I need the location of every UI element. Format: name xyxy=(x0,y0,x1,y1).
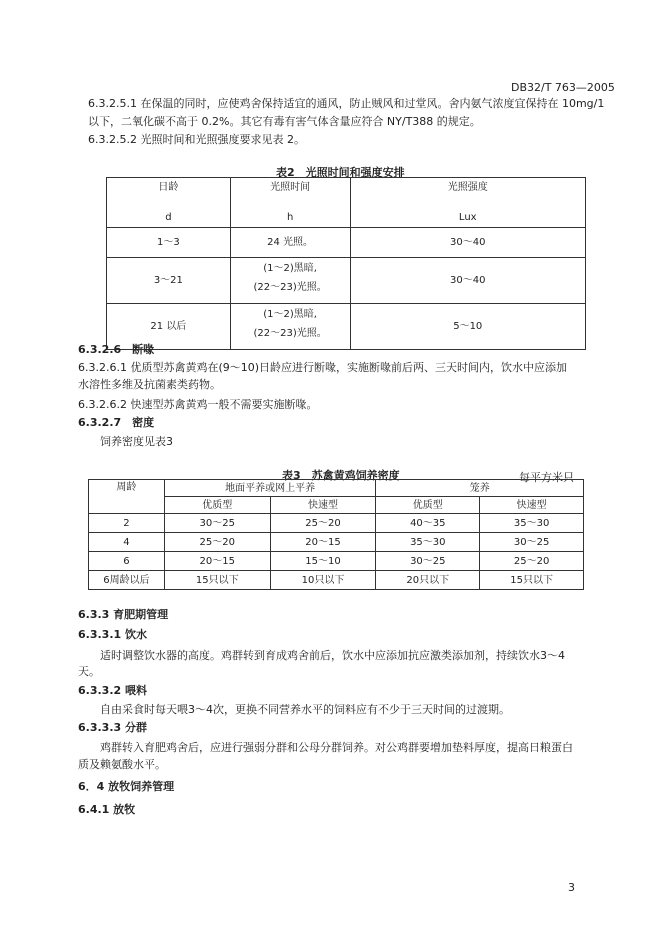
table3-cell: 25～20 xyxy=(164,533,270,552)
table-row xyxy=(107,228,586,258)
section-heading: 6．4 放牧饲养管理 xyxy=(78,780,175,793)
table2-header-time: 光照时间 h xyxy=(230,178,350,228)
table3-subheader: 快速型 xyxy=(270,497,376,514)
table3-cell-age: 2 xyxy=(89,514,165,533)
table2-cell-age: 3～21 xyxy=(107,258,231,304)
paragraph: 6.3.2.5.1 在保温的同时，应使鸡舍保持适宜的通风，防止贼风和过堂风。舍内氨气浓度宜保持在 10mg/1 xyxy=(88,97,605,110)
table3-cell: 15只以下 xyxy=(480,571,584,590)
table3-header-age: 周龄 xyxy=(89,480,165,514)
document-id: DB32/T 763—2005 xyxy=(511,81,615,94)
table2-header-lux: 光照强度 Lux xyxy=(350,178,586,228)
paragraph: 6.3.2.6.1 优质型苏禽黄鸡在(9～10)日龄应进行断喙，实施断喙前后两、三天时间内，饮水中应添加 xyxy=(78,361,568,374)
table2-header-row xyxy=(107,178,586,228)
table-row xyxy=(89,571,584,590)
table-row xyxy=(89,533,584,552)
page-number: 3 xyxy=(568,881,575,894)
subsection-heading: 6.4.1 放牧 xyxy=(78,803,136,816)
paragraph: 水溶性多维及抗菌素类药物。 xyxy=(78,378,221,391)
subsection-heading: 6.3.3.3 分群 xyxy=(78,721,147,734)
section-heading: 6.3.3 育肥期管理 xyxy=(78,608,169,621)
table3-cell: 25～20 xyxy=(270,514,376,533)
subsection-heading: 6.3.3.1 饮水 xyxy=(78,628,147,641)
table-row xyxy=(89,514,584,533)
paragraph: 6.3.2.6.2 快速型苏禽黄鸡一般不需要实施断喙。 xyxy=(78,398,318,411)
table3-cell: 30～25 xyxy=(480,533,584,552)
subsection-heading: 6.3.3.2 喂料 xyxy=(78,684,147,697)
table3-subheader: 优质型 xyxy=(376,497,480,514)
table3-cell: 25～20 xyxy=(480,552,584,571)
paragraph: 饲养密度见表3 xyxy=(100,435,173,448)
table3-header-row xyxy=(89,480,584,497)
table2-cell-time: (1～2)黑暗, (22～23)光照。 xyxy=(230,304,350,350)
table-row xyxy=(107,304,586,350)
table3-cell: 20～15 xyxy=(164,552,270,571)
section-heading: 6.3.2.6 断喙 xyxy=(78,343,155,356)
table2-cell-time: (1～2)黑暗, (22～23)光照。 xyxy=(230,258,350,304)
table3-subheader: 快速型 xyxy=(480,497,584,514)
table3-cell-age: 6周龄以后 xyxy=(89,571,165,590)
paragraph: 适时调整饮水器的高度。鸡群转到育成鸡舍前后，饮水中应添加抗应激类添加剂，持续饮水3～4 xyxy=(100,649,565,662)
paragraph: 天。 xyxy=(78,665,100,678)
paragraph: 自由采食时每天喂3～4次，更换不同营养水平的饲料应有不少于三天时间的过渡期。 xyxy=(100,703,510,716)
paragraph: 质及赖氨酸水平。 xyxy=(78,758,166,771)
table2-cell-time: 24 光照。 xyxy=(230,228,350,258)
paragraph: 鸡群转入育肥鸡舍后，应进行强弱分群和公母分群饲养。对公鸡群要增加垫料厚度，提高日粮蛋白 xyxy=(100,741,573,754)
paragraph: 以下，二氧化碳不高于 0.2%。其它有毒有害气体含量应符合 NY/T388 的规定。 xyxy=(88,115,481,128)
paragraph: 6.3.2.5.2 光照时间和光照强度要求见表 2。 xyxy=(88,133,305,146)
table3-cell: 40～35 xyxy=(376,514,480,533)
table3-cell: 20～15 xyxy=(270,533,376,552)
table-row xyxy=(107,258,586,304)
table2-cell-lux: 5～10 xyxy=(350,304,586,350)
table3-header-group: 地面平养或网上平养 xyxy=(164,480,376,497)
table3-cell: 35～30 xyxy=(480,514,584,533)
table2-cell-lux: 30～40 xyxy=(350,258,586,304)
table3-cell-age: 4 xyxy=(89,533,165,552)
table2-cell-age: 1～3 xyxy=(107,228,231,258)
table3-header-group: 笼养 xyxy=(376,480,584,497)
table3-subheader: 优质型 xyxy=(164,497,270,514)
table2 xyxy=(106,177,586,350)
table2-header-age: 日龄 d xyxy=(107,178,231,228)
table3-cell: 30～25 xyxy=(376,552,480,571)
table3-cell: 15只以下 xyxy=(164,571,270,590)
table3 xyxy=(88,479,584,590)
table3-cell: 15～10 xyxy=(270,552,376,571)
table3-cell: 10只以下 xyxy=(270,571,376,590)
table2-caption: 表2 光照时间和强度安排 xyxy=(276,166,405,179)
table2-cell-age: 21 以后 xyxy=(107,304,231,350)
section-heading: 6.3.2.7 密度 xyxy=(78,416,155,429)
table3-cell: 35～30 xyxy=(376,533,480,552)
table3-caption: 表3 苏禽黄鸡饲养密度 xyxy=(282,469,400,482)
table3-cell-age: 6 xyxy=(89,552,165,571)
table2-cell-lux: 30～40 xyxy=(350,228,586,258)
table3-cell: 30～25 xyxy=(164,514,270,533)
table3-unit: 每平方米只 xyxy=(519,471,574,484)
table3-cell: 20只以下 xyxy=(376,571,480,590)
table-row xyxy=(89,552,584,571)
